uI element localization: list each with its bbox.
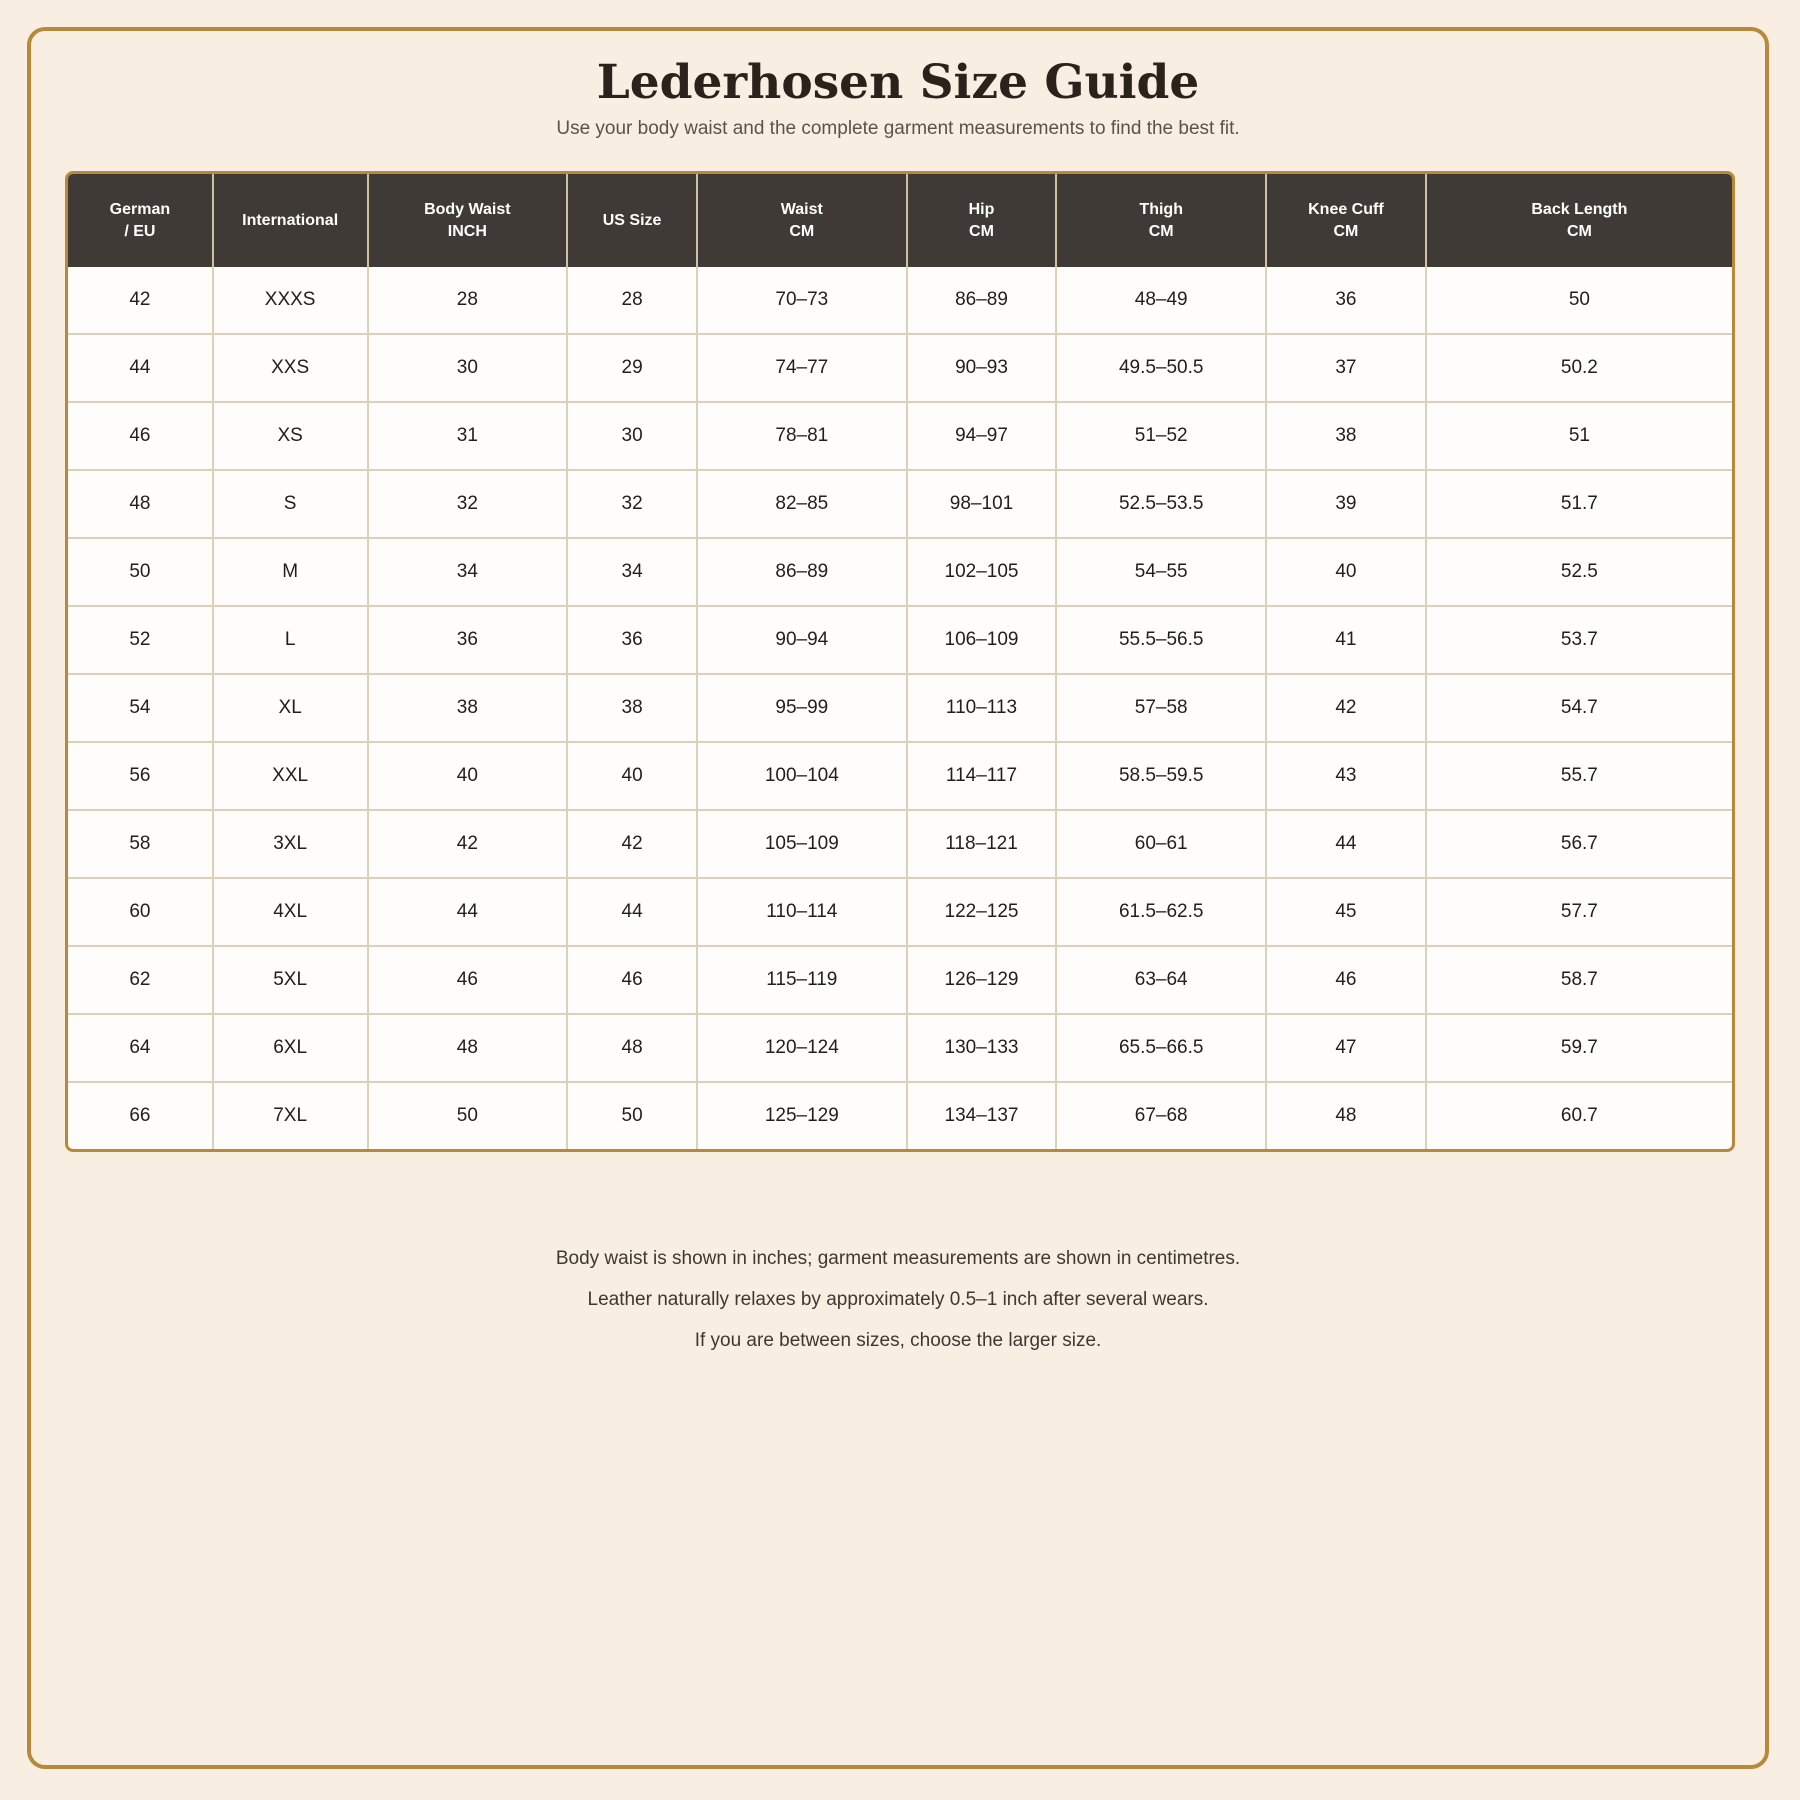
size-notes (31, 1238, 1765, 1361)
cell-international: XXS (213, 334, 368, 402)
cell-german-eu: 44 (68, 334, 213, 402)
cell-thigh: 55.5–56.5 (1056, 606, 1266, 674)
cell-hip: 86–89 (907, 267, 1057, 334)
cell-german-eu: 66 (68, 1082, 213, 1149)
cell-body-waist: 36 (368, 606, 568, 674)
cell-back-length: 55.7 (1426, 742, 1732, 810)
cell-back-length: 50 (1568, 289, 1590, 310)
cell-back-length: 51.7 (1426, 470, 1732, 538)
cell-us-size: 28 (567, 267, 697, 334)
page-title: Lederhosen Size Guide (596, 55, 1200, 110)
cell-waist: 74–77 (697, 334, 907, 402)
cell-waist: 120–124 (697, 1014, 907, 1082)
cell-german-eu: 58 (68, 810, 213, 878)
cell-body-waist: 48 (368, 1014, 568, 1082)
cell-international: XXL (213, 742, 368, 810)
cell-us-size: 50 (567, 1082, 697, 1149)
cell-waist: 115–119 (697, 946, 907, 1014)
cell-waist: 105–109 (697, 810, 907, 878)
column-header-back-length: Back Length CM (1426, 174, 1732, 267)
cell-body-waist: 40 (368, 742, 568, 810)
cell-thigh: 49.5–50.5 (1056, 334, 1266, 402)
cell-us-size: 30 (567, 402, 697, 470)
cell-body-waist: 32 (368, 470, 568, 538)
table-row (68, 1082, 1732, 1149)
cell-knee-cuff: 39 (1266, 470, 1426, 538)
cell-waist: 100–104 (697, 742, 907, 810)
cell-knee-cuff: 37 (1266, 334, 1426, 402)
cell-waist: 110–114 (697, 878, 907, 946)
cell-international: XS (213, 402, 368, 470)
size-guide-card (27, 27, 1769, 1769)
size-table-container (65, 171, 1735, 1152)
cell-german-eu: 56 (68, 742, 213, 810)
cell-body-waist: 31 (368, 402, 568, 470)
cell-thigh: 52.5–53.5 (1056, 470, 1266, 538)
cell-waist: 90–94 (697, 606, 907, 674)
table-row (68, 267, 1732, 334)
column-header-thigh: Thigh CM (1056, 174, 1266, 267)
cell-waist: 82–85 (697, 470, 907, 538)
cell-hip: 94–97 (907, 402, 1057, 470)
cell-back-length: 57.7 (1426, 878, 1732, 946)
cell-back-length: 56.7 (1426, 810, 1732, 878)
cell-german-eu: 52 (68, 606, 213, 674)
cell-body-waist: 50 (368, 1082, 568, 1149)
cell-hip: 114–117 (907, 742, 1057, 810)
column-header-hip: Hip CM (907, 174, 1057, 267)
note-units: Body waist is shown in inches; garment measurements are shown in centimetres. (555, 1248, 1241, 1269)
cell-knee-cuff: 47 (1266, 1014, 1426, 1082)
note-leather-relax: Leather naturally relaxes by approximately 0.5–1 inch after several wears. (587, 1289, 1209, 1310)
cell-back-length: 59.7 (1426, 1014, 1732, 1082)
cell-german-eu: 46 (68, 402, 213, 470)
cell-thigh: 67–68 (1056, 1082, 1266, 1149)
cell-knee-cuff: 36 (1266, 267, 1426, 334)
table-row (68, 402, 1732, 470)
cell-hip: 98–101 (907, 470, 1057, 538)
cell-thigh: 51–52 (1056, 402, 1266, 470)
cell-us-size: 40 (567, 742, 697, 810)
table-row (68, 742, 1732, 810)
cell-knee-cuff: 41 (1266, 606, 1426, 674)
column-header-international: International (213, 174, 368, 267)
cell-knee-cuff: 48 (1266, 1082, 1426, 1149)
cell-thigh: 60–61 (1056, 810, 1266, 878)
cell-german-eu: 50 (68, 538, 213, 606)
cell-german-eu: 48 (68, 470, 213, 538)
cell-us-size: 42 (567, 810, 697, 878)
cell-waist: 86–89 (697, 538, 907, 606)
cell-us-size: 38 (567, 674, 697, 742)
cell-hip: 118–121 (907, 810, 1057, 878)
cell-knee-cuff: 44 (1266, 810, 1426, 878)
table-header-row (68, 174, 1732, 267)
cell-knee-cuff: 40 (1266, 538, 1426, 606)
cell-hip: 102–105 (907, 538, 1057, 606)
table-row (68, 334, 1732, 402)
cell-german-eu: 62 (68, 946, 213, 1014)
cell-back-length: 60.7 (1426, 1082, 1732, 1149)
table-row (68, 606, 1732, 674)
cell-hip: 134–137 (907, 1082, 1057, 1149)
cell-body-waist: 44 (368, 878, 568, 946)
cell-international: 5XL (213, 946, 368, 1014)
cell-international: XXXS (213, 267, 368, 334)
cell-thigh: 48–49 (1056, 267, 1266, 334)
size-table-body (68, 267, 1732, 1149)
cell-back-length: 58.7 (1426, 946, 1732, 1014)
table-row (68, 810, 1732, 878)
cell-us-size: 44 (567, 878, 697, 946)
cell-knee-cuff: 46 (1266, 946, 1426, 1014)
cell-back-length: 53.7 (1426, 606, 1732, 674)
table-row (68, 470, 1732, 538)
table-row (68, 946, 1732, 1014)
cell-international: M (213, 538, 368, 606)
cell-international: XL (213, 674, 368, 742)
cell-body-waist: 28 (368, 267, 568, 334)
cell-german-eu: 54 (68, 674, 213, 742)
cell-us-size: 46 (567, 946, 697, 1014)
cell-knee-cuff: 43 (1266, 742, 1426, 810)
column-header-german-eu: German / EU (68, 174, 213, 267)
cell-back-length: 54.7 (1426, 674, 1732, 742)
table-row (68, 1014, 1732, 1082)
column-header-waist: Waist CM (697, 174, 907, 267)
cell-us-size: 34 (567, 538, 697, 606)
cell-international: 7XL (213, 1082, 368, 1149)
column-header-us-size: US Size (567, 174, 697, 267)
cell-thigh: 65.5–66.5 (1056, 1014, 1266, 1082)
cell-us-size: 36 (567, 606, 697, 674)
cell-hip: 122–125 (907, 878, 1057, 946)
cell-us-size: 48 (567, 1014, 697, 1082)
cell-us-size: 32 (567, 470, 697, 538)
cell-thigh: 61.5–62.5 (1056, 878, 1266, 946)
size-table (68, 174, 1732, 1149)
cell-waist: 70–73 (697, 267, 907, 334)
cell-knee-cuff: 42 (1266, 674, 1426, 742)
cell-international: S (213, 470, 368, 538)
table-row (68, 538, 1732, 606)
cell-back-length: 52.5 (1426, 538, 1732, 606)
column-header-body-waist: Body Waist INCH (368, 174, 568, 267)
cell-back-length: 51 (1426, 402, 1732, 470)
cell-waist: 78–81 (697, 402, 907, 470)
cell-body-waist: 38 (368, 674, 568, 742)
cell-international: 3XL (213, 810, 368, 878)
cell-hip: 110–113 (907, 674, 1057, 742)
cell-thigh: 63–64 (1056, 946, 1266, 1014)
cell-german-eu: 60 (68, 878, 213, 946)
table-row (68, 878, 1732, 946)
cell-german-eu: 64 (68, 1014, 213, 1082)
cell-body-waist: 46 (368, 946, 568, 1014)
column-header-knee-cuff: Knee Cuff CM (1266, 174, 1426, 267)
note-between-sizes: If you are between sizes, choose the larger size. (694, 1330, 1102, 1351)
cell-international: 6XL (213, 1014, 368, 1082)
cell-hip: 106–109 (907, 606, 1057, 674)
cell-hip: 130–133 (907, 1014, 1057, 1082)
cell-international: L (213, 606, 368, 674)
cell-us-size: 29 (567, 334, 697, 402)
cell-body-waist: 42 (368, 810, 568, 878)
cell-thigh: 58.5–59.5 (1056, 742, 1266, 810)
cell-body-waist: 34 (368, 538, 568, 606)
cell-thigh: 57–58 (1056, 674, 1266, 742)
cell-hip: 90–93 (907, 334, 1057, 402)
cell-knee-cuff: 45 (1266, 878, 1426, 946)
page-subtitle: Use your body waist and the complete garment measurements to find the best fit. (556, 118, 1240, 139)
cell-waist: 125–129 (697, 1082, 907, 1149)
cell-thigh: 54–55 (1056, 538, 1266, 606)
cell-knee-cuff: 38 (1266, 402, 1426, 470)
cell-body-waist: 30 (368, 334, 568, 402)
table-row (68, 674, 1732, 742)
cell-waist: 95–99 (697, 674, 907, 742)
cell-german-eu: 42 (68, 267, 213, 334)
cell-international: 4XL (213, 878, 368, 946)
cell-hip: 126–129 (907, 946, 1057, 1014)
cell-back-length: 50.2 (1426, 334, 1732, 402)
